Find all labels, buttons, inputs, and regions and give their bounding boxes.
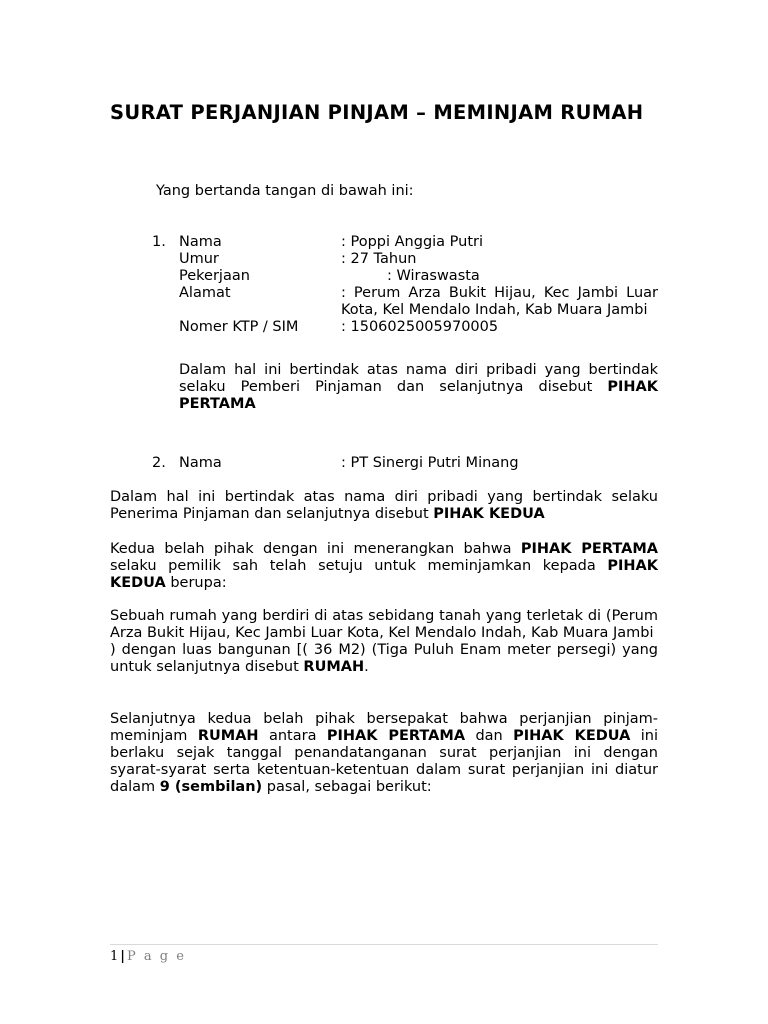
property-size-line — [110, 642, 658, 676]
para-text: ) dengan luas bangunan [( 36 M2) (Tiga Puluh Enam meter persegi) yang untuk selanjutnya disebut — [110, 642, 658, 675]
page-number: 1 — [110, 949, 119, 964]
terms-paragraph — [110, 711, 658, 796]
para-bold: RUMAH — [197, 728, 259, 744]
page-label: P a g e — [127, 949, 186, 964]
field-label: Umur — [179, 251, 219, 267]
field-label: Alamat — [179, 285, 231, 301]
field-value: : 27 Tahun — [341, 251, 417, 267]
intro-text: Yang bertanda tangan di bawah ini: — [156, 183, 414, 199]
party-one-field-nama — [179, 234, 658, 251]
agreement-paragraph — [110, 541, 658, 592]
party-two-note-text: Dalam hal ini bertindak atas nama diri pribadi yang bertindak selaku Penerima Pinjaman dan selanjutnya disebut — [110, 489, 658, 522]
footer-divider — [110, 944, 658, 945]
page-footer — [110, 948, 186, 965]
property-location-text: Sebuah rumah yang berdiri di atas sebidang tanah yang terletak di (Perum Arza Bukit Hijau, Kec Jambi Luar Kota, Kel Mendalo Indah, Kab Muara Jambi — [110, 608, 658, 641]
field-value: : Perum Arza Bukit Hijau, Kec Jambi Luar Kota, Kel Mendalo Indah, Kab Muara Jambi — [341, 285, 658, 318]
party-one-note — [179, 362, 658, 413]
para-bold: PIHAK PERTAMA — [520, 541, 658, 557]
para-text: dan — [465, 728, 514, 744]
party-two-fields — [179, 455, 658, 472]
field-label: Nomer KTP / SIM — [179, 319, 299, 335]
para-bold: 9 (sembilan) — [159, 779, 263, 795]
footer-separator: | — [120, 949, 126, 964]
para-text: pasal, sebagai berikut: — [262, 779, 432, 795]
para-bold: PIHAK PERTAMA — [326, 728, 466, 744]
para-text: berupa: — [165, 575, 227, 591]
para-text: selaku pemilik sah telah setuju untuk meminjamkan kepada — [110, 558, 608, 574]
party-one-fields — [179, 234, 658, 336]
para-text: ini berlaku sejak tanggal penandatanganan surat perjanjian ini dengan syarat-syarat serta ketentuan-ketentuan dalam surat perjanjian ini diatur dalam — [110, 728, 658, 795]
party-two-note — [110, 489, 658, 523]
para-bold: RUMAH — [303, 659, 365, 675]
party-one-number: 1. — [152, 234, 166, 250]
document-title: SURAT PERJANJIAN PINJAM – MEMINJAM RUMAH — [110, 101, 644, 124]
document-page — [110, 0, 658, 1024]
para-bold: PIHAK KEDUA — [513, 728, 631, 744]
party-one-field-pekerjaan — [179, 268, 658, 285]
party-two-designation: PIHAK KEDUA — [433, 506, 545, 522]
party-one-field-ktp — [179, 319, 658, 336]
party-two-field-nama — [179, 455, 658, 472]
para-text: Selanjutnya kedua belah pihak bersepakat bahwa perjanjian pinjam-meminjam — [110, 711, 658, 744]
field-label: Nama — [179, 455, 222, 471]
field-label: Pekerjaan — [179, 268, 250, 284]
property-paragraph — [110, 608, 658, 676]
field-label: Nama — [179, 234, 222, 250]
party-one-field-umur — [179, 251, 658, 268]
party-one-designation: PIHAK PERTAMA — [179, 379, 658, 412]
field-value: : Wiraswasta — [387, 268, 480, 284]
party-one-note-text: Dalam hal ini bertindak atas nama diri pribadi yang bertindak selaku Pemberi Pinjaman dan selanjutnya disebut — [179, 362, 658, 395]
para-bold: PIHAK KEDUA — [110, 558, 658, 591]
para-text: Kedua belah pihak dengan ini menerangkan bahwa — [110, 541, 521, 557]
field-value: : Poppi Anggia Putri — [341, 234, 484, 250]
party-one-field-alamat — [179, 285, 658, 319]
para-text: antara — [258, 728, 327, 744]
para-text: . — [364, 659, 369, 675]
party-two-number: 2. — [152, 455, 166, 471]
field-value: : 1506025005970005 — [341, 319, 499, 335]
field-value: : PT Sinergi Putri Minang — [341, 455, 519, 471]
